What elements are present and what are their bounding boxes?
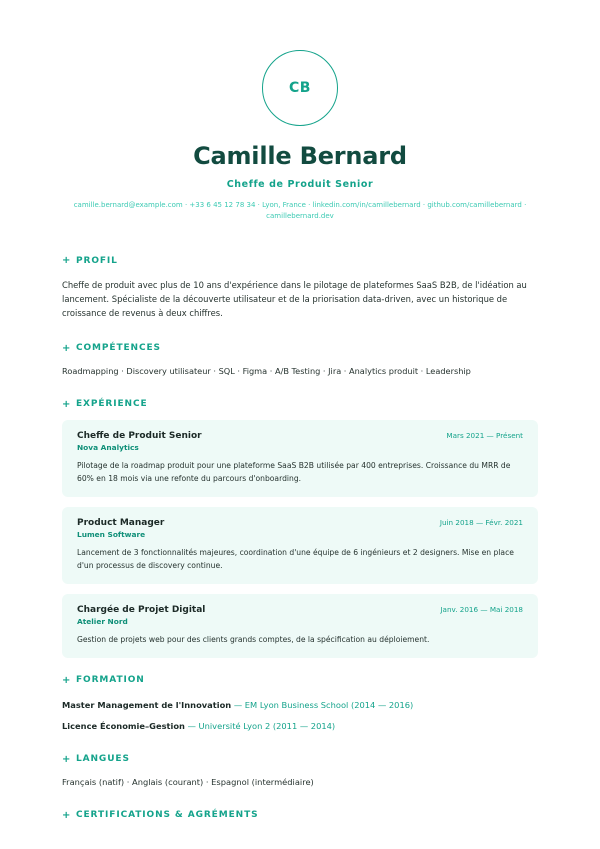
section-heading: [62, 675, 538, 686]
degree-meta: — EM Lyon Business School (2014 — 2016): [233, 699, 414, 710]
section-profil: [62, 255, 538, 321]
job-role: Chargée de Projet Digital: [77, 604, 206, 615]
job-role: Cheffe de Produit Senior: [77, 430, 202, 441]
contact-line[interactable]: camille.bernard@example.com · +33 6 45 12 78 34 · Lyon, France · linkedin.com/in/camillebernard · github.com/camillebernard ·: [73, 201, 527, 209]
section-formation: [62, 675, 538, 731]
section-langues: [62, 754, 538, 787]
candidate-title: Cheffe de Produit Senior: [226, 179, 374, 190]
job-company: Atelier Nord: [77, 616, 128, 626]
section-experience: [62, 399, 538, 658]
experience-card: [62, 594, 538, 658]
section-heading: [62, 810, 538, 821]
section-title: FORMATION: [76, 675, 145, 686]
resume-body: [0, 255, 600, 821]
plus-icon: +: [62, 398, 72, 410]
avatar: [262, 50, 338, 126]
plus-icon: +: [62, 753, 72, 765]
experience-card: [62, 420, 538, 497]
section-title: PROFIL: [76, 255, 118, 266]
education-item: [62, 700, 538, 710]
education-item: [62, 721, 538, 731]
contact-info: [60, 200, 540, 222]
degree-meta: — Université Lyon 2 (2011 — 2014): [187, 720, 336, 731]
section-certifications: [62, 810, 538, 821]
plus-icon: +: [62, 674, 72, 686]
section-heading: [62, 754, 538, 765]
job-description: Gestion de projets web pour des clients grands comptes, de la spécification au déploiement.: [77, 634, 430, 644]
plus-icon: +: [62, 255, 72, 266]
plus-icon: +: [62, 342, 72, 354]
job-description: Lancement de 3 fonctionnalités majeures, coordination d'une équipe de 6 ingénieurs et 2 designers. Mise en place d'un processus de discovery continue.: [77, 547, 514, 570]
degree-name: Master Management de l'Innovation: [62, 699, 232, 710]
candidate-name: Camille Bernard: [193, 142, 407, 170]
job-dates: Juin 2018 — Févr. 2021: [439, 517, 523, 527]
skills-list: Roadmapping · Discovery utilisateur · SQL · Figma · A/B Testing · Jira · Analytics produit · Leadership: [62, 365, 471, 376]
profile-summary: Cheffe de produit avec plus de 10 ans d'expérience dans le pilotage de plateformes SaaS B2B, de l'idéation au lancement. Spécialiste de la découverte utilisateur et de la priorisation data-driven, avec un historique de croissance de revenus à deux chiffres.: [62, 280, 527, 319]
section-heading: [62, 343, 538, 354]
avatar-initials: CB: [289, 80, 311, 96]
section-title: CERTIFICATIONS & AGRÉMENTS: [76, 810, 259, 821]
job-dates: Mars 2021 — Présent: [446, 430, 523, 440]
resume-header: [0, 0, 600, 222]
job-description: Pilotage de la roadmap produit pour une plateforme SaaS B2B utilisée par 400 entreprises. Croissance du MRR de 60% en 18 mois via une refonte du parcours d'onboarding.: [77, 460, 511, 483]
section-heading: [62, 255, 538, 266]
section-title: LANGUES: [76, 754, 130, 765]
section-heading: [62, 399, 538, 410]
job-company: Nova Analytics: [77, 442, 139, 452]
section-title: EXPÉRIENCE: [76, 399, 148, 410]
section-title: COMPÉTENCES: [76, 343, 161, 354]
section-competences: [62, 343, 538, 376]
website-link[interactable]: camillebernard.dev: [266, 212, 334, 220]
degree-name: Licence Économie–Gestion: [62, 720, 185, 731]
job-dates: Janv. 2016 — Mai 2018: [440, 604, 523, 614]
job-role: Product Manager: [77, 517, 165, 528]
languages-list: Français (natif) · Anglais (courant) · Espagnol (intermédiaire): [62, 776, 314, 787]
job-company: Lumen Software: [77, 529, 146, 539]
plus-icon: +: [62, 809, 72, 821]
experience-list: [62, 420, 538, 658]
experience-card: [62, 507, 538, 584]
